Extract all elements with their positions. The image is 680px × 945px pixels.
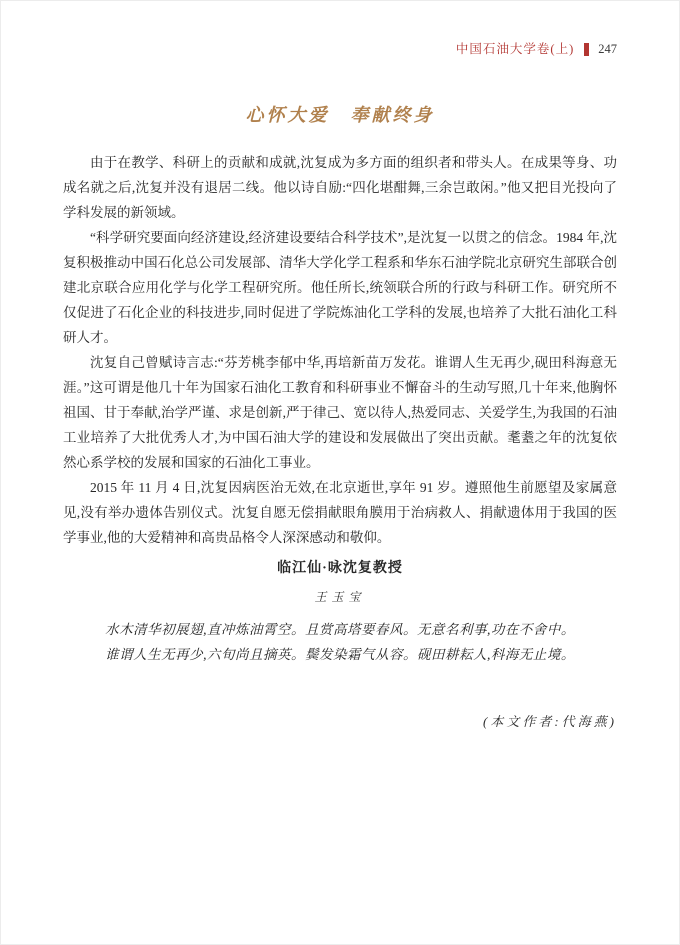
poem-title: 临江仙·咏沈复教授 [277,561,403,576]
page-number-divider-bar [584,43,589,56]
page-number: 247 [598,42,617,56]
author-attribution: (本文作者:代海燕) [483,714,617,729]
article-title: 心怀大爱 奉献终身 [245,105,435,125]
article-paragraph: “科学研究要面向经济建设,经济建设要结合科学技术”,是沈复一以贯之的信念。1984 年,沈复积极推动中国石化总公司发展部、清华大学化学工程系和华东石油学院北京研究生部联合创建北京联合应用化学与化学工程研究所。他任所长,统领联合所的行政与科研工作。研究所不仅促进了石化企业的科技进步,同时促进了学院炼油化工学科的发展,也培养了大批石油化工科研人才。 [63,230,617,345]
article-body [63,150,617,550]
poem-author: 王玉宝 [314,590,366,604]
article-paragraph: 由于在教学、科研上的贡献和成就,沈复成为多方面的组织者和带头人。在成果等身、功成名就之后,沈复并没有退居二线。他以诗自励:“四化堪酣舞,三余岂敢闲。”他又把目光投向了学科发展的新领域。 [63,155,617,220]
article-paragraph: 沈复自己曾赋诗言志:“芬芳桃李郁中华,再培新苗万发花。谁谓人生无再少,砚田科海意无涯。”这可谓是他几十年为国家石油化工教育和科研事业不懈奋斗的生动写照,几十年来,他胸怀祖国、甘于奉献,治学严谨、求是创新,严于律己、宽以待人,热爱同志、关爱学生,为我国的石油工业培养了大批优秀人才,为中国石油大学的建设和发展做出了突出贡献。耄耋之年的沈复依然心系学校的发展和国家的石油化工事业。 [63,355,617,470]
poem-line: 谁谓人生无再少,六旬尚且摘英。鬓发染霜气从容。砚田耕耘人,科海无止境。 [105,647,575,662]
poem-line: 水木清华初展翅,直冲炼油霄空。且赏高塔要春风。无意名利事,功在不舍中。 [105,622,575,637]
article-paragraph: 2015 年 11 月 4 日,沈复因病医治无效,在北京逝世,享年 91 岁。遵照他生前愿望及家属意见,没有举办遗体告别仪式。沈复自愿无偿捐献眼角膜用于治病救人、捐献遗体用于我国的医学事业,他的大爱精神和高贵品格令人深深感动和敬仰。 [63,480,617,545]
running-head [1,1,679,58]
running-head-journal-title: 中国石油大学卷(上) [455,42,575,56]
poem-body [51,617,629,667]
